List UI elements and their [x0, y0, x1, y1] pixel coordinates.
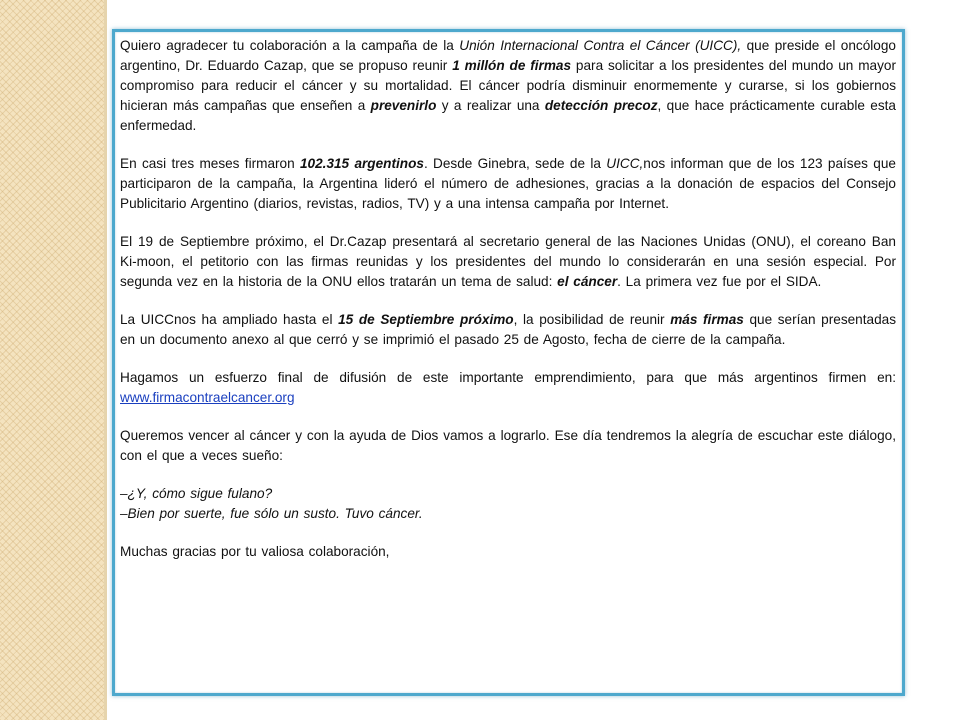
- dialogue-answer: –Bien por suerte, fue sólo un susto. Tuvo cáncer.: [120, 506, 423, 521]
- text-segment: Hagamos un esfuerzo final de difusión de este importante emprendimiento, para que más argentinos firmen en:: [120, 370, 896, 385]
- emphasis-deadline: 15 de Septiembre próximo: [338, 312, 514, 327]
- text-segment: , que hace prácticamente curable esta enfermedad.: [120, 98, 896, 133]
- text-segment: nos informan que de los 123 países que participaron de la campaña, la Argentina lideró el número de adhesiones, gracias a la donación de espacios del Consejo Publicitario Argentino (diarios, revistas, radios, TV) y a una intensa campaña por Internet.: [120, 156, 896, 211]
- emphasis-early-detection: detección precoz: [544, 98, 658, 113]
- decorative-side-strip: [0, 0, 104, 720]
- text-segment: Quiero agradecer tu colaboración a la campaña de la: [120, 38, 460, 53]
- text-segment: . Desde Ginebra, sede de la: [423, 156, 607, 171]
- paragraph-hope: [120, 426, 896, 466]
- text-frame: [112, 29, 905, 696]
- text-segment: El 19 de Septiembre próximo, el Dr.Cazap presentará al secretario general de las Naciones Unidas (ONU), el coreano Ban Ki-moon, el petitorio con las firmas reunidas y los presidentes del mundo lo considerarán en una sesión especial. Por segunda vez en la historia de la ONU ellos tratarán un tema de salud:: [120, 234, 896, 289]
- text-segment: que preside el oncólogo argentino, Dr. Eduardo Cazap, que se propuso reunir: [120, 38, 896, 73]
- decorative-side-divider: [104, 0, 107, 720]
- uicc-abbrev: UICC,: [606, 156, 644, 171]
- emphasis-cancer: el cáncer: [557, 274, 618, 289]
- text-segment: , la posibilidad de reunir: [513, 312, 671, 327]
- text-segment: y a realizar una: [436, 98, 545, 113]
- text-segment: En casi tres meses firmaron: [120, 156, 300, 171]
- text-segment: Queremos vencer al cáncer y con la ayuda de Dios vamos a lograrlo. Ese día tendremos la alegría de escuchar este diálogo, con el que a veces sueño:: [120, 428, 896, 463]
- emphasis-more-signatures: más firmas: [670, 312, 744, 327]
- text-segment: que serían presentadas en un documento anexo al que cerró y se imprimió el pasado 25 de Agosto, fecha de cierre de la campaña.: [120, 312, 896, 347]
- text-segment: . La primera vez fue por el SIDA.: [617, 274, 822, 289]
- paragraph-call-to-action: [120, 368, 896, 408]
- paragraph-un-presentation: [120, 232, 896, 292]
- letter-body: [120, 36, 896, 580]
- dialogue-line-2: [120, 504, 896, 524]
- emphasis-signers-count: 102.315 argentinos: [299, 156, 424, 171]
- dialogue-question: –¿Y, cómo sigue fulano?: [120, 486, 273, 501]
- closing-line: Muchas gracias por tu valiosa colaboración,: [120, 544, 390, 559]
- dialogue-line-1: [120, 484, 896, 504]
- uicc-name: Unión Internacional Contra el Cáncer (UICC),: [459, 38, 742, 53]
- text-segment: La UICCnos ha ampliado hasta el: [120, 312, 339, 327]
- text-segment: para solicitar a los presidentes del mundo un mayor compromiso para reducir el cáncer y su mortalidad. El cáncer podría disminuir enormemente y curarse, si los gobiernos hicieran más campañas que enseñen a: [120, 58, 896, 113]
- emphasis-prevent: prevenirlo: [370, 98, 437, 113]
- paragraph-uicc-campaign: [120, 36, 896, 136]
- campaign-website-link[interactable]: www.firmacontraelcancer.org: [120, 390, 295, 405]
- paragraph-deadline-extension: [120, 310, 896, 350]
- emphasis-signatures-goal: 1 millón de firmas: [452, 58, 572, 73]
- paragraph-signatures-count: [120, 154, 896, 214]
